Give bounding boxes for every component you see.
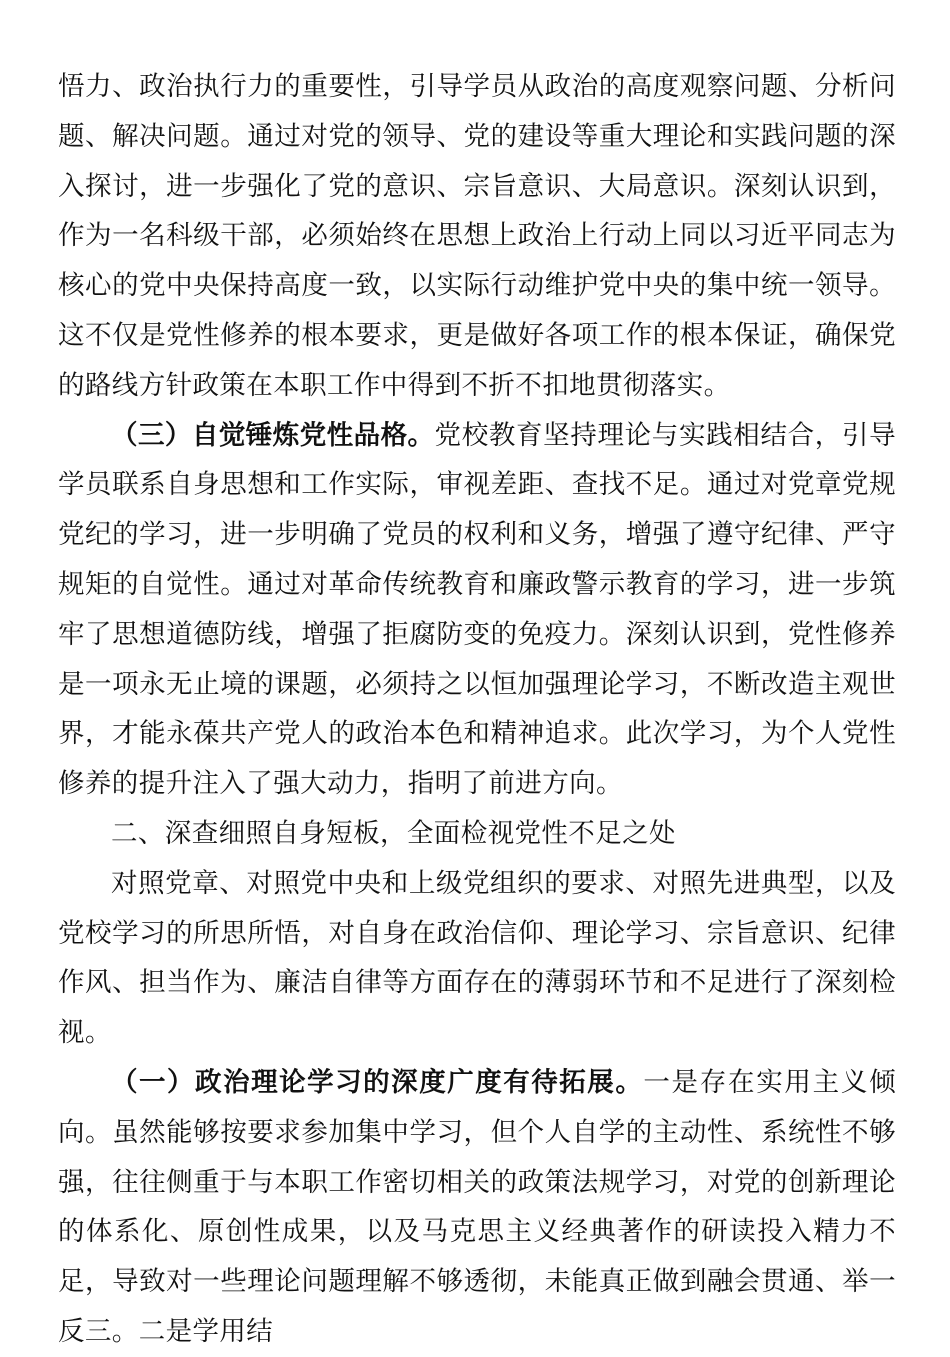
section-title-text: 二、深查细照自身短板，全面检视党性不足之处 [111, 817, 676, 849]
paragraph-continuation [58, 62, 896, 411]
document-page [58, 62, 896, 1357]
paragraph-text: 对照党章、对照党中央和上级党组织的要求、对照先进典型，以及党校学习的所思所悟，对自身在政治信仰、理论学习、宗旨意识、纪律作风、担当作为、廉洁自律等方面存在的薄弱环节和不足进行了深刻检视。 [58, 867, 896, 1049]
paragraph-text: 党校教育坚持理论与实践相结合，引导学员联系自身思想和工作实际，审视差距、查找不足。通过对党章党规党纪的学习，进一步明确了党员的权利和义务，增强了遵守纪律、严守规矩的自觉性。通过对革命传统教育和廉政警示教育的学习，进一步筑牢了思想道德防线，增强了拒腐防变的免疫力。深刻认识到，党性修养是一项永无止境的课题，必须持之以恒加强理论学习，不断改造主观世界，才能永葆共产党人的政治本色和精神追求。此次学习，为个人党性修养的提升注入了强大动力，指明了前进方向。 [58, 419, 896, 800]
section-heading: （一）政治理论学习的深度广度有待拓展。 [111, 1066, 644, 1098]
paragraph-section-three [58, 411, 896, 809]
paragraph-text: 悟力、政治执行力的重要性，引导学员从政治的高度观察问题、分析问题、解决问题。通过对党的领导、党的建设等重大理论和实践问题的深入探讨，进一步强化了党的意识、宗旨意识、大局意识。深刻认识到，作为一名科级干部，必须始终在思想上政治上行动上同以习近平同志为核心的党中央保持高度一致，以实际行动维护党中央的集中统一领导。这不仅是党性修养的根本要求，更是做好各项工作的根本保证，确保党的路线方针政策在本职工作中得到不折不扣地贯彻落实。 [58, 71, 896, 401]
paragraph-section-one [58, 1058, 896, 1357]
section-heading: （三）自觉锤炼党性品格。 [111, 419, 435, 451]
paragraph-part-two-intro [58, 859, 896, 1058]
part-two-title [58, 809, 896, 859]
paragraph-text: 一是存在实用主义倾向。虽然能够按要求参加集中学习，但个人自学的主动性、系统性不够强，往往侧重于与本职工作密切相关的政策法规学习，对党的创新理论的体系化、原创性成果，以及马克思主义经典著作的研读投入精力不足，导致对一些理论问题理解不够透彻，未能真正做到融会贯通、举一反三。二是学用结 [58, 1066, 896, 1347]
